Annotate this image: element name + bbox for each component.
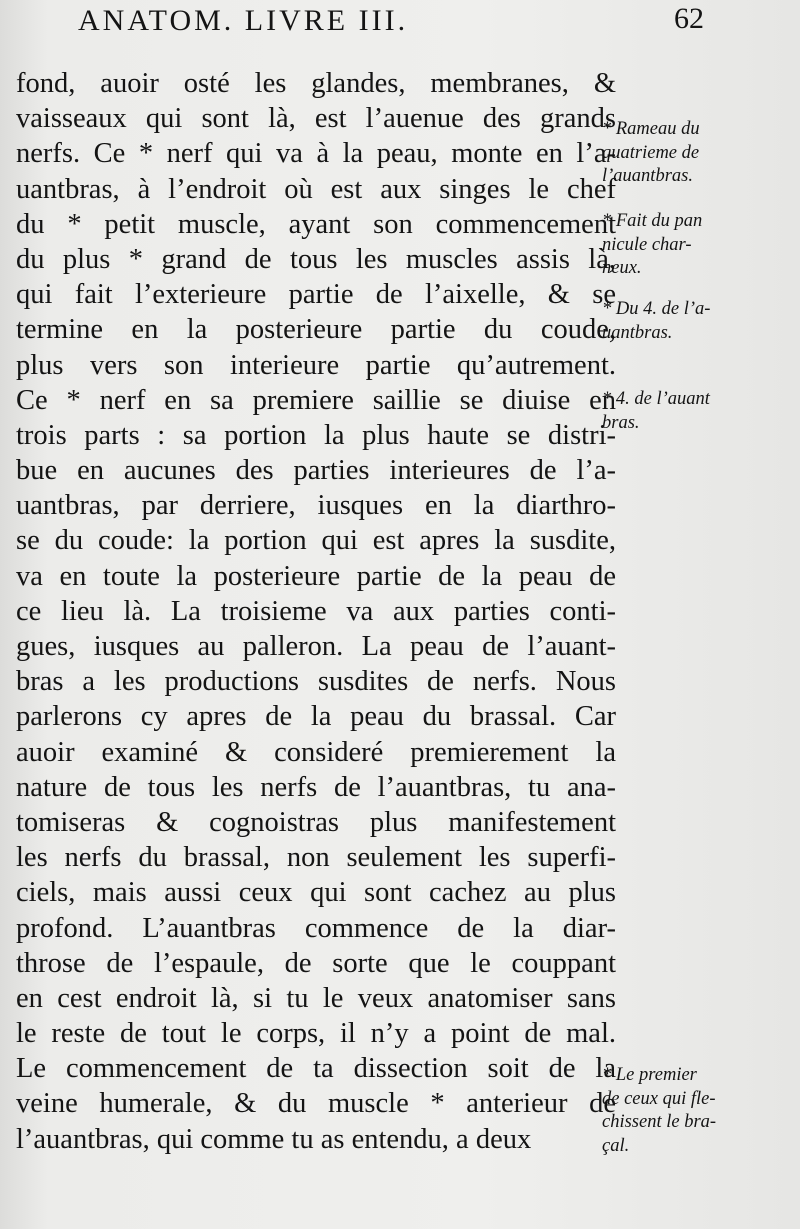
margin-note-line: l’auantbras. [602, 166, 693, 186]
text-line: du * petit muscle, ayant son commencement [16, 208, 616, 240]
text-line: qui fait l’exterieure partie de l’aixelle, & se [16, 279, 616, 311]
running-head [70, 2, 704, 42]
text-line: vaisseaux qui sont là, est l’auenue des grands [16, 103, 616, 135]
running-title: ANATOM. LIVRE III. [78, 4, 409, 37]
text-line: Ce * nerf en sa premiere saillie se diuise en [16, 384, 616, 416]
text-line: parlerons cy apres de la peau du brassal. Car [16, 701, 616, 733]
margin-note-line: uantbras. [602, 322, 673, 343]
text-line: veine humerale, & du muscle * anterieur de [16, 1088, 616, 1120]
margin-note-line: * Le premier [602, 1065, 697, 1085]
margin-note [602, 118, 792, 189]
text-line: plus vers son interieure partie qu’autrement. [16, 349, 616, 381]
margin-note-line: nicule char- [602, 234, 692, 255]
margin-note-line: * Rameau du [602, 119, 700, 139]
margin-note-line: * Fait du pan [602, 211, 703, 231]
text-line: bue en aucunes des parties interieures de l’a- [16, 455, 616, 487]
text-line: bras a les productions susdites de nerfs. Nous [16, 666, 616, 698]
text-line: uantbras, à l’endroit où est aux singes le chef [16, 173, 616, 205]
text-line: du plus * grand de tous les muscles assis là, [16, 243, 616, 275]
text-line: termine en la posterieure partie du coude, [16, 314, 616, 346]
margin-note-line: çal. [602, 1135, 630, 1156]
text-line: Le commencement de ta dissection soit de la [16, 1053, 616, 1085]
text-line: trois parts : sa portion la plus haute se distri- [16, 419, 616, 451]
margin-note-line: bras. [602, 412, 640, 433]
margin-note [602, 388, 792, 435]
margin-note-line: * Du 4. de l’a- [602, 299, 711, 319]
text-line: les nerfs du brassal, non seulement les superfi- [16, 842, 616, 874]
main-text-block [16, 66, 616, 1157]
text-line: se du coude: la portion qui est apres la susdite, [16, 525, 616, 557]
margin-note-line: * 4. de l’auant [602, 389, 710, 409]
text-line: tomiseras & cognoistras plus manifestement [16, 806, 616, 838]
text-line: l’auantbras, qui comme tu as entendu, a deux [16, 1123, 532, 1155]
text-line: uantbras, par derriere, iusques en la diarthro- [16, 490, 616, 522]
margin-note-line: de ceux qui fle- [602, 1088, 716, 1109]
text-line: auoir examiné & consideré premierement la [16, 736, 616, 768]
margin-note-line: chissent le bra- [602, 1112, 717, 1132]
text-line: nerfs. Ce * nerf qui va à la peau, monte en l’a- [16, 138, 616, 170]
margin-note-line: neux. [602, 258, 642, 278]
margin-note [602, 298, 792, 345]
page-number: 62 [674, 2, 704, 35]
margin-note [602, 210, 792, 281]
text-line: le reste de tout le corps, il n’y a point de mal. [16, 1018, 616, 1050]
margin-note-line: quatrieme de [602, 142, 700, 163]
text-line: va en toute la posterieure partie de la peau de [16, 560, 616, 592]
text-line: fond, auoir osté les glandes, membranes, & [16, 68, 616, 99]
text-line: en cest endroit là, si tu le veux anatomiser sans [16, 982, 616, 1014]
text-line: ciels, mais aussi ceux qui sont cachez au plus [16, 877, 616, 909]
text-line: throse de l’espaule, de sorte que le couppant [16, 947, 616, 979]
text-line: gues, iusques au palleron. La peau de l’auant- [16, 631, 616, 662]
text-line: profond. L’auantbras commence de la diar- [16, 912, 616, 944]
margin-note [602, 1064, 792, 1158]
text-line: ce lieu là. La troisieme va aux parties conti- [16, 595, 616, 627]
text-line: nature de tous les nerfs de l’auantbras, tu ana- [16, 771, 616, 803]
